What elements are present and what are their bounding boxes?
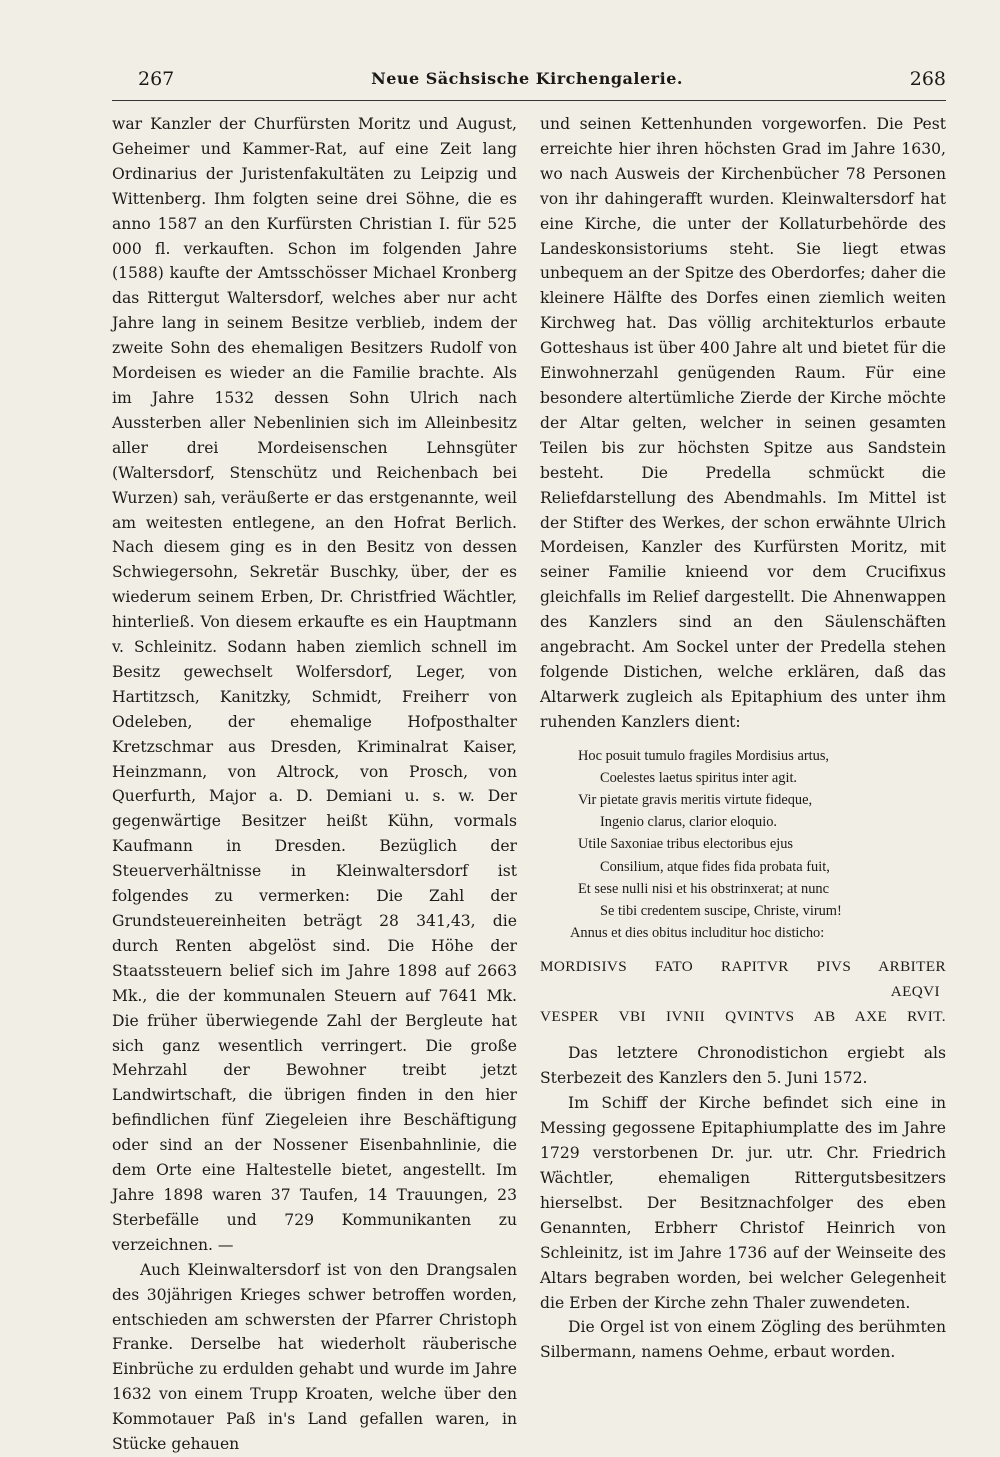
poem-line: Vir pietate gravis meritis virtute fideque, (578, 792, 813, 809)
left-paragraph-1: war Kanzler der Churfürsten Moritz und August, Geheimer und Kammer-Rat, auf eine Zeit lang Ordinarius der Juristenfakultäten zu Leipzig und Wittenberg. Ihm folgten seine drei Söhne, die es anno 1587 an den Kurfürsten Christian I. für 525 000 fl. verkauften. Schon im folgenden Jahre (1588) kaufte der Amtsschösser Michael Kronberg das Rittergut Waltersdorf, welches aber nur acht Jahre lang in seinem Besitze verblieb, indem der zweite Sohn des ehemaligen Besitzers Rudolf von Mordeisen es wieder an die Familie brachte. Als im Jahre 1532 dessen Sohn Ulrich nach Aussterben aller Nebenlinien sich im Alleinbesitz aller drei Mordeisenschen Lehnsgüter (Waltersdorf, Stenschütz und Reichenbach bei Wurzen) sah, veräußerte er das erstgenannte, weil am weitesten entlegene, an den Hofrat Berlich. Nach diesem ging es in den Besitz von dessen Schwiegersohn, Sekretär Buschky, über, der es wiederum seinem Erben, Dr. Christfried Wächtler, hinterließ. Von diesem erkaufte es ein Hauptmann v. Schleinitz. Sodann haben ziemlich schnell im Besitz gewechselt Wolfersdorf, Leger, von Hartitzsch, Kanitzky, Schmidt, Freiherr von Odeleben, der ehemalige Hofposthalter Kretzschmar aus Dresden, Kriminalrat Kaiser, Heinzmann, von Altrock, von Prosch, von Querfurth, Major a. D. Demiani u. s. w. Der gegenwärtige Besitzer heißt Kühn, vormals Kaufmann in Dresden. Bezüglich der Steuerverhältnisse in Kleinwaltersdorf ist folgendes zu vermerken: Die Zahl der Grundsteuereinheiten beträgt 28 341,43, die durch Renten abgelöst sind. Die Höhe der Staatssteuern belief sich im Jahre 1898 auf 2663 Mk., die der kommunalen Steuern auf 7641 Mk. Die früher überwiegende Zahl der Bergleute hat sich ganz wesentlich verringert. Die große Mehrzahl der Bewohner treibt jetzt Landwirtschaft, die übrigen finden in den hier befindlichen fünf Ziegeleien ihre Beschäftigung oder sind an der Nossener Eisenbahnlinie, die dem Orte eine Haltestelle bietet, angestellt. Im Jahre 1898 waren 37 Taufen, 14 Trauungen, 23 Sterbefälle und 729 Kommunikanten zu verzeichnen. — (112, 115, 517, 1254)
latin-epitaph (540, 745, 946, 945)
chronodistichon (540, 954, 946, 1029)
poem-line: Consilium, atque fides fida probata fuit, (600, 858, 830, 875)
poem-line: Annus et dies obitus includitur hoc disticho: (570, 925, 825, 942)
right-paragraph-1: und seinen Kettenhunden vorgeworfen. Die Pest erreichte hier ihren höchsten Grad im Jahre 1630, wo nach Ausweis der Kirchenbücher 78 Personen von ihr dahingerafft wurden. Kleinwaltersdorf hat eine Kirche, die unter der Kollaturbehörde des Landeskonsistoriums steht. Sie liegt etwas unbequem an der Spitze des Oberdorfes; daher die kleinere Hälfte des Dorfes einen ziemlich weiten Kirchweg hat. Das völlig architekturlos erbaute Gotteshaus ist über 400 Jahre alt und bietet für die Einwohnerzahl genügenden Raum. Für eine besondere altertümliche Zierde der Kirche möchte der Altar gelten, welcher in seinen gesamten Teilen bis zur höchsten Spitze aus Sandstein besteht. Die Predella schmückt die Reliefdarstellung des Abendmahls. Im Mittel ist der Stifter des Werkes, der schon erwähnte Ulrich Mordeisen, Kanzler des Kurfürsten Moritz, mit seiner Familie knieend vor dem Crucifixus gleichfalls im Relief dargestellt. Die Ahnenwappen des Kanzlers sind an den Säulenschäften angebracht. Am Sockel unter der Predella stehen folgende Distichen, welche erklären, daß das Altarwerk zugleich als Epitaphium des unter ihm ruhenden Kanzlers dient: (540, 115, 946, 731)
poem-line: Se tibi credentem suscipe, Christe, virum! (600, 903, 842, 920)
page-number-right: 268 (909, 68, 946, 90)
right-paragraph-2: Das letztere Chronodistichon ergiebt als Sterbezeit des Kanzlers den 5. Juni 1572. (540, 1044, 946, 1088)
left-column (112, 112, 517, 1457)
page-number-left: 267 (138, 68, 175, 90)
right-paragraph-4: Die Orgel ist von einem Zögling des berühmten Silbermann, namens Oehme, erbaut worden. (540, 1318, 946, 1362)
poem-line: Utile Saxoniae tribus electoribus ejus (578, 836, 794, 853)
poem-line: Coelestes laetus spiritus inter agit. (600, 769, 798, 786)
page-header (108, 68, 946, 98)
poem-line: Hoc posuit tumulo fragiles Mordisius artus, (578, 747, 830, 764)
running-title: Neue Sächsische Kirchengalerie. (371, 69, 683, 88)
header-rule (112, 100, 946, 101)
right-paragraph-3: Im Schiff der Kirche befindet sich eine in Messing gegossene Epitaphiumplatte des im Jahre 1729 verstorbenen Dr. jur. utr. Chr. Friedrich Wächtler, ehemaligen Rittergutsbesitzers hierselbst. Der Besitznachfolger des eben Genannten, Erbherr Christof Heinrich von Schleinitz, ist im Jahre 1736 auf der Weinseite des Altars begraben worden, bei welcher Gelegenheit die Erben der Kirche zehn Thaler zuwendeten. (540, 1094, 946, 1312)
poem-line: Ingenio clarus, clarior eloquio. (600, 814, 778, 831)
chrono-line-3: VESPER VBI IVNII QVINTVS AB AXE RVIT. (540, 1008, 946, 1026)
poem-line: Et sese nulli nisi et his obstrinxerat; at nunc (578, 880, 829, 897)
right-column (540, 112, 946, 1365)
chrono-line-2: AEQVI (890, 983, 940, 1001)
chrono-line-1: MORDISIVS FATO RAPITVR PIVS ARBITER (540, 958, 946, 976)
left-paragraph-2: Auch Kleinwaltersdorf ist von den Drangsalen des 30jährigen Krieges schwer betroffen worden, entschieden am schwersten der Pfarrer Christoph Franke. Derselbe hat wiederholt räuberische Einbrüche zu erdulden gehabt und wurde im Jahre 1632 von einem Trupp Kroaten, welche über den Kommotauer Paß in's Land gefallen waren, in Stücke gehauen (112, 1260, 517, 1454)
